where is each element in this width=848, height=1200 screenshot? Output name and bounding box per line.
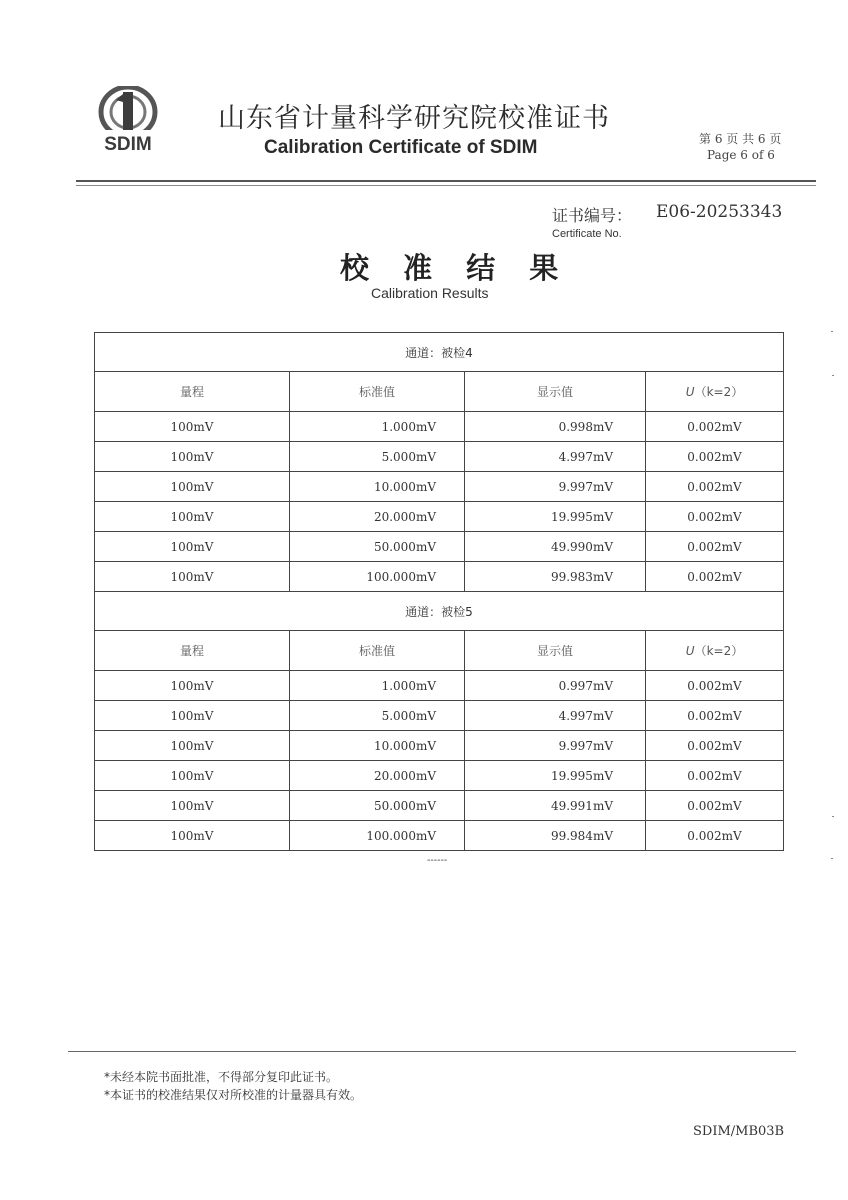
- cell-display: 19.995mV: [465, 502, 646, 532]
- scan-speck: [832, 375, 834, 376]
- cell-range: 100mV: [95, 821, 290, 851]
- results-title-english: Calibration Results: [371, 285, 489, 301]
- cell-uncertainty: 0.002mV: [646, 502, 784, 532]
- table-row: [95, 761, 784, 791]
- title-chinese: 山东省计量科学研究院校准证书: [218, 103, 610, 134]
- footer-note-2: *本证书的校准结果仅对所校准的计量器具有效。: [104, 1088, 363, 1102]
- scan-speck: [832, 816, 834, 817]
- cell-standard: 100.000mV: [290, 821, 465, 851]
- cell-uncertainty: 0.002mV: [646, 791, 784, 821]
- cell-range: 100mV: [95, 412, 290, 442]
- cell-range: 100mV: [95, 701, 290, 731]
- channel-label: 通道：被检5: [95, 592, 784, 631]
- cell-range: 100mV: [95, 502, 290, 532]
- cell-uncertainty: 0.002mV: [646, 562, 784, 592]
- table-row: [95, 671, 784, 701]
- results-title-chinese: 校 准 结 果: [340, 251, 571, 285]
- uncertainty-symbol: U: [685, 385, 695, 399]
- cell-display: 9.997mV: [465, 472, 646, 502]
- cell-display: 4.997mV: [465, 442, 646, 472]
- channel-label: 通道：被检4: [95, 333, 784, 372]
- cell-range: 100mV: [95, 532, 290, 562]
- cell-standard: 100.000mV: [290, 562, 465, 592]
- cell-display: 49.991mV: [465, 791, 646, 821]
- uncertainty-symbol: U: [685, 644, 695, 658]
- table-row: [95, 412, 784, 442]
- cell-range: 100mV: [95, 761, 290, 791]
- cell-standard: 20.000mV: [290, 502, 465, 532]
- table-row: [95, 502, 784, 532]
- cell-uncertainty: 0.002mV: [646, 472, 784, 502]
- footer-note-1: *未经本院书面批准，不得部分复印此证书。: [104, 1070, 339, 1084]
- column-header-display: 显示值: [465, 372, 646, 412]
- cell-standard: 50.000mV: [290, 532, 465, 562]
- end-marker: ------: [427, 855, 448, 866]
- table-row: [95, 532, 784, 562]
- cell-range: 100mV: [95, 791, 290, 821]
- cell-display: 99.983mV: [465, 562, 646, 592]
- cell-standard: 10.000mV: [290, 472, 465, 502]
- cell-standard: 1.000mV: [290, 412, 465, 442]
- cell-range: 100mV: [95, 731, 290, 761]
- cell-display: 9.997mV: [465, 731, 646, 761]
- cell-display: 49.990mV: [465, 532, 646, 562]
- cell-standard: 10.000mV: [290, 731, 465, 761]
- header-divider-thin: [76, 185, 816, 186]
- certificate-number-label: 证书编号：: [552, 206, 633, 225]
- channel-row: [95, 592, 784, 631]
- table-row: [95, 731, 784, 761]
- cell-display: 19.995mV: [465, 761, 646, 791]
- column-header-range: 量程: [95, 631, 290, 671]
- cell-standard: 20.000mV: [290, 761, 465, 791]
- cell-display: 99.984mV: [465, 821, 646, 851]
- scan-speck: [831, 331, 833, 332]
- title-english: Calibration Certificate of SDIM: [264, 137, 538, 158]
- cell-standard: 5.000mV: [290, 442, 465, 472]
- cell-display: 0.997mV: [465, 671, 646, 701]
- cell-uncertainty: 0.002mV: [646, 412, 784, 442]
- logo-text: SDIM: [104, 134, 152, 155]
- sdim-logo: [96, 86, 160, 158]
- form-code: SDIM/MB03B: [693, 1124, 785, 1139]
- page-indicator-chinese: 第 6 页 共 6 页: [699, 132, 782, 146]
- column-header-standard: 标准值: [290, 372, 465, 412]
- table-row: [95, 701, 784, 731]
- cell-uncertainty: 0.002mV: [646, 701, 784, 731]
- cell-display: 0.998mV: [465, 412, 646, 442]
- table-row: [95, 442, 784, 472]
- cell-uncertainty: 0.002mV: [646, 442, 784, 472]
- cell-range: 100mV: [95, 671, 290, 701]
- header-divider: [76, 180, 816, 182]
- table-row: [95, 472, 784, 502]
- certificate-number: E06-20253343: [656, 202, 783, 222]
- calibration-results-table: [94, 332, 784, 851]
- column-header-uncertainty: [646, 631, 784, 671]
- table-row: [95, 562, 784, 592]
- column-header-standard: 标准值: [290, 631, 465, 671]
- cell-range: 100mV: [95, 472, 290, 502]
- certificate-number-label-english: Certificate No.: [552, 228, 622, 240]
- table-row: [95, 791, 784, 821]
- cell-display: 4.997mV: [465, 701, 646, 731]
- sdim-logo-icon: [96, 86, 160, 138]
- column-header-row: [95, 631, 784, 671]
- column-header-display: 显示值: [465, 631, 646, 671]
- cell-uncertainty: 0.002mV: [646, 671, 784, 701]
- column-header-range: 量程: [95, 372, 290, 412]
- cell-uncertainty: 0.002mV: [646, 761, 784, 791]
- channel-row: [95, 333, 784, 372]
- cell-uncertainty: 0.002mV: [646, 821, 784, 851]
- coverage-factor: （k=2）: [694, 644, 744, 658]
- cell-uncertainty: 0.002mV: [646, 731, 784, 761]
- column-header-uncertainty: [646, 372, 784, 412]
- cell-standard: 5.000mV: [290, 701, 465, 731]
- page-indicator-english: Page 6 of 6: [707, 148, 775, 162]
- scan-speck: [831, 858, 833, 859]
- cell-range: 100mV: [95, 562, 290, 592]
- cell-uncertainty: 0.002mV: [646, 532, 784, 562]
- cell-range: 100mV: [95, 442, 290, 472]
- cell-standard: 50.000mV: [290, 791, 465, 821]
- table-row: [95, 821, 784, 851]
- coverage-factor: （k=2）: [694, 385, 744, 399]
- footer-divider: [68, 1051, 796, 1052]
- column-header-row: [95, 372, 784, 412]
- cell-standard: 1.000mV: [290, 671, 465, 701]
